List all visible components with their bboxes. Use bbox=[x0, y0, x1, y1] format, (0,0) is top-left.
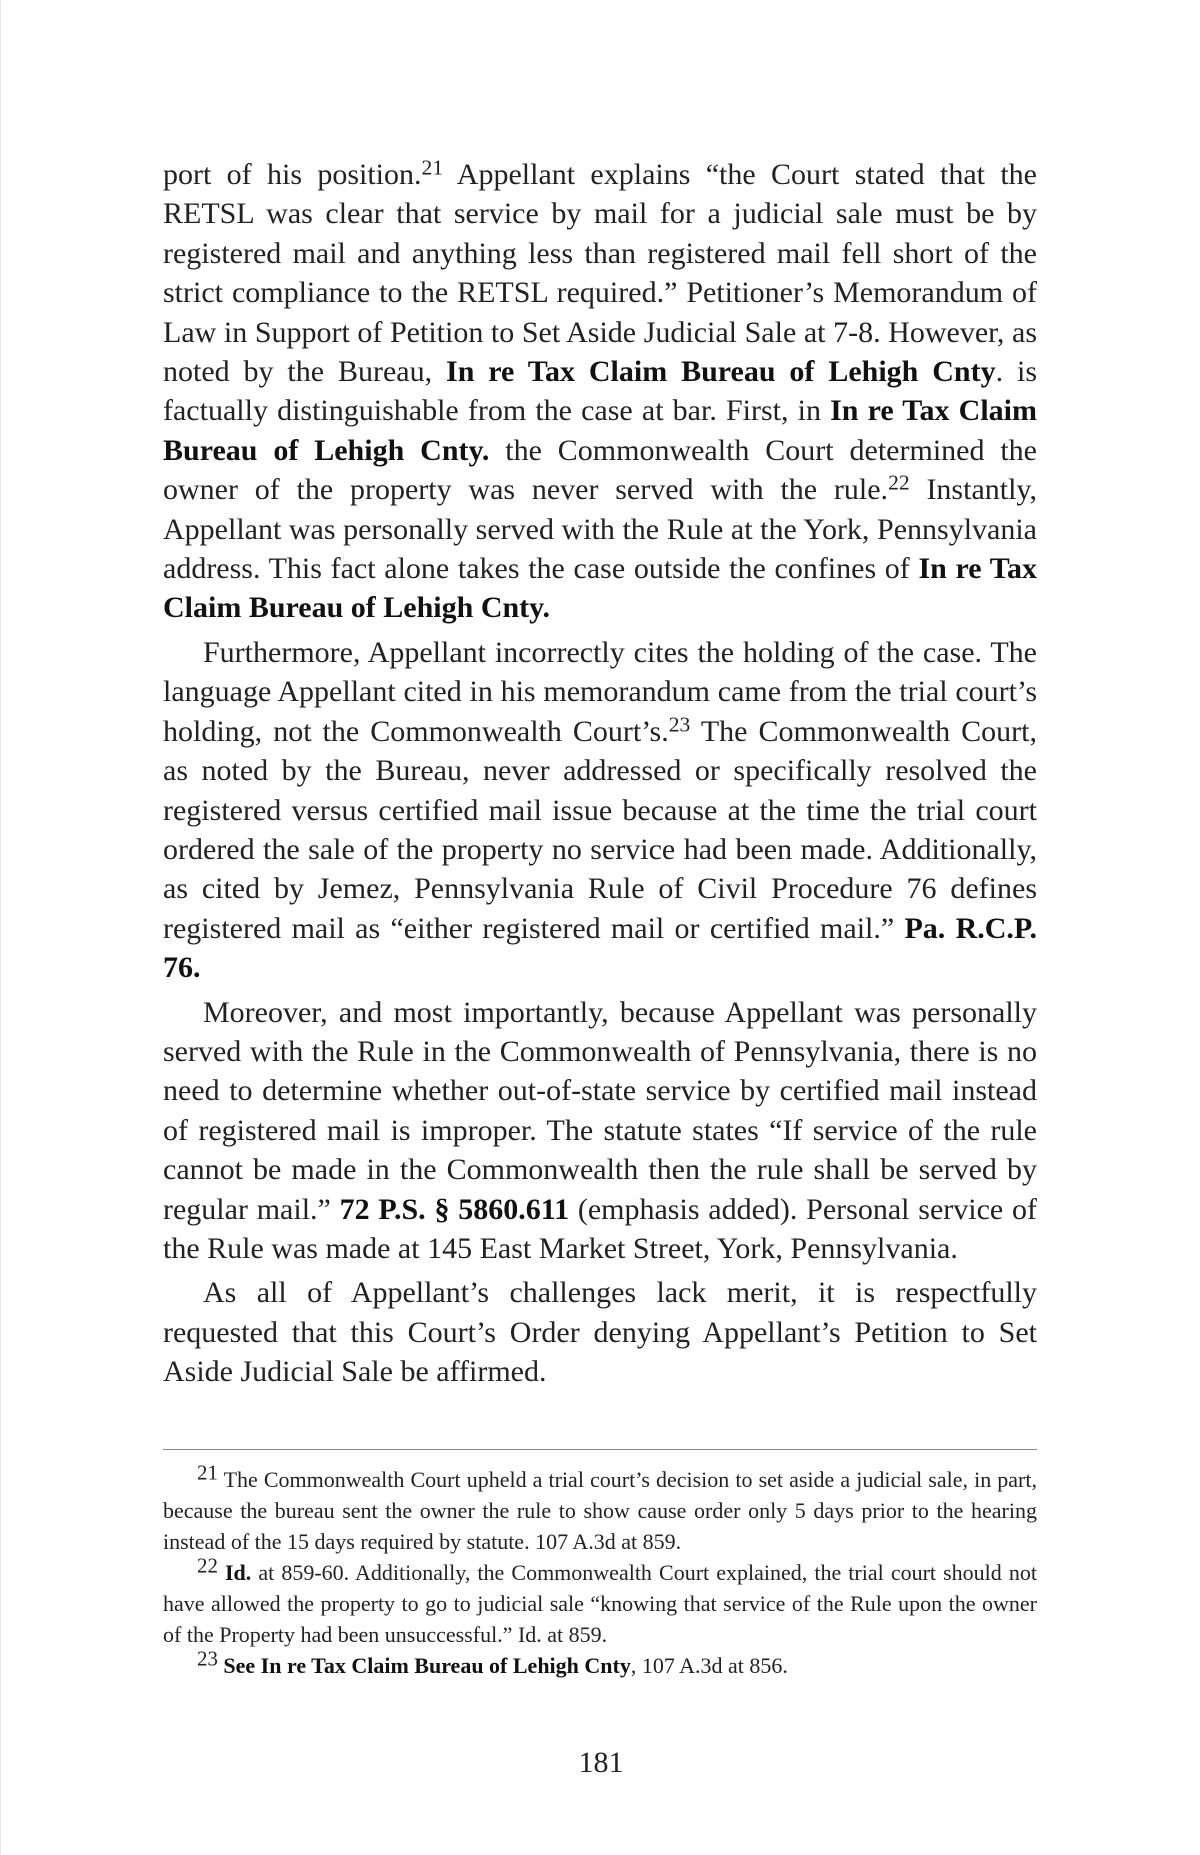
footnote-number: 21 bbox=[197, 1460, 218, 1485]
footnote-number: 22 bbox=[197, 1553, 218, 1578]
case-citation: In re Tax Claim Bureau of Lehigh Cnty. bbox=[163, 552, 1037, 625]
body-text bbox=[163, 155, 1037, 1392]
paragraph-2 bbox=[163, 633, 1037, 988]
statute-citation: 72 P.S. § 5860.611 bbox=[339, 1192, 570, 1226]
footnote-citation: See In re Tax Claim Bureau of Lehigh Cnty bbox=[217, 1653, 631, 1678]
footnote-citation: Id. bbox=[217, 1560, 252, 1585]
footnote-21 bbox=[163, 1460, 1037, 1557]
footnote-ref-23: 23 bbox=[668, 711, 691, 736]
footnote-divider bbox=[163, 1449, 1037, 1450]
paragraph-text: As all of Appellant’s challenges lack merit, it is respectfully requested that this Court’s Order denying Appellant’s Petition to Set Aside Judicial Sale be affirmed. bbox=[163, 1276, 1037, 1389]
case-citation: In re Tax Claim Bureau of Lehigh Cnty bbox=[446, 355, 996, 389]
paragraph-text: Moreover, and most importantly, because Appellant was personally served with the Rule in the Commonwealth of Pennsylvania, there is no need to determine whether out-of-state service by certified mail instead of registered mail is improper. The statute states “If service of the rule cannot be made in the Commonwealth then the rule shall be served by regular mail.” bbox=[163, 995, 1037, 1226]
case-citation: In re Tax Claim Bureau of Lehigh Cnty. bbox=[163, 394, 1037, 467]
footnote-number: 23 bbox=[197, 1646, 218, 1671]
paragraph-text: port of his position. bbox=[163, 158, 422, 191]
footnote-text: , 107 A.3d at 856. bbox=[630, 1653, 788, 1678]
footnote-ref-22: 22 bbox=[888, 470, 910, 495]
paragraph-text: Furthermore, Appellant incorrectly cites the holding of the case. The language Appellant cited in his memorandum came from the trial court’s holding, not the Commonwealth Court’s. bbox=[163, 635, 1037, 748]
paragraph-1 bbox=[163, 155, 1037, 628]
footnote-22 bbox=[163, 1553, 1037, 1650]
paragraph-text: Instantly, Appellant was personally served with the Rule at the York, Pennsylvania address. This fact alone takes the case outside the confines of bbox=[163, 473, 1037, 586]
paragraph-4 bbox=[163, 1273, 1037, 1391]
footnote-text: The Commonwealth Court upheld a trial court’s decision to set aside a judicial sale, in part, because the bureau sent the owner the rule to show cause order only 5 days prior to the hearing instead of the 15 days required by statute. 107 A.3d at 859. bbox=[163, 1467, 1037, 1554]
footnote-ref-21: 21 bbox=[421, 155, 444, 180]
paragraph-text: Appellant explains “the Court stated that the RETSL was clear that service by mail for a judicial sale must be by registered mail and anything less than registered mail fell short of the strict compliance to the RETSL required.” Petitioner’s Memorandum of Law in Support of Petition to Set Aside Judicial Sale at 7-8. However, as noted by the Bureau, bbox=[163, 158, 1037, 389]
footnote-text: at 859-60. Additionally, the Commonwealth Court explained, the trial court should not have allowed the property to go to judicial sale “knowing that service of the Rule upon the owner of the Property had been unsuccessful.” Id. at 859. bbox=[163, 1560, 1037, 1647]
rule-citation: Pa. R.C.P. 76. bbox=[163, 911, 1037, 985]
footnotes bbox=[163, 1460, 1037, 1681]
page-number: 181 bbox=[578, 1746, 624, 1779]
paragraph-3 bbox=[163, 993, 1037, 1269]
footnote-23 bbox=[163, 1646, 1037, 1681]
paragraph-text: The Commonwealth Court, as noted by the Bureau, never addressed or specifically resolved the registered versus certified mail issue because at the time the trial court ordered the sale of the property no service had been made. Additionally, as cited by Jemez, Pennsylvania Rule of Civil Procedure 76 defines registered mail as “either registered mail or certified mail.” bbox=[163, 714, 1037, 945]
paragraph-text: . is factually distinguishable from the case at bar. First, in bbox=[163, 355, 1037, 428]
paragraph-text: the Commonwealth Court determined the owner of the property was never served with the rule. bbox=[163, 433, 1037, 507]
paragraph-text: (emphasis added). Personal service of the Rule was made at 145 East Market Street, York, Pennsylvania. bbox=[163, 1192, 1037, 1265]
